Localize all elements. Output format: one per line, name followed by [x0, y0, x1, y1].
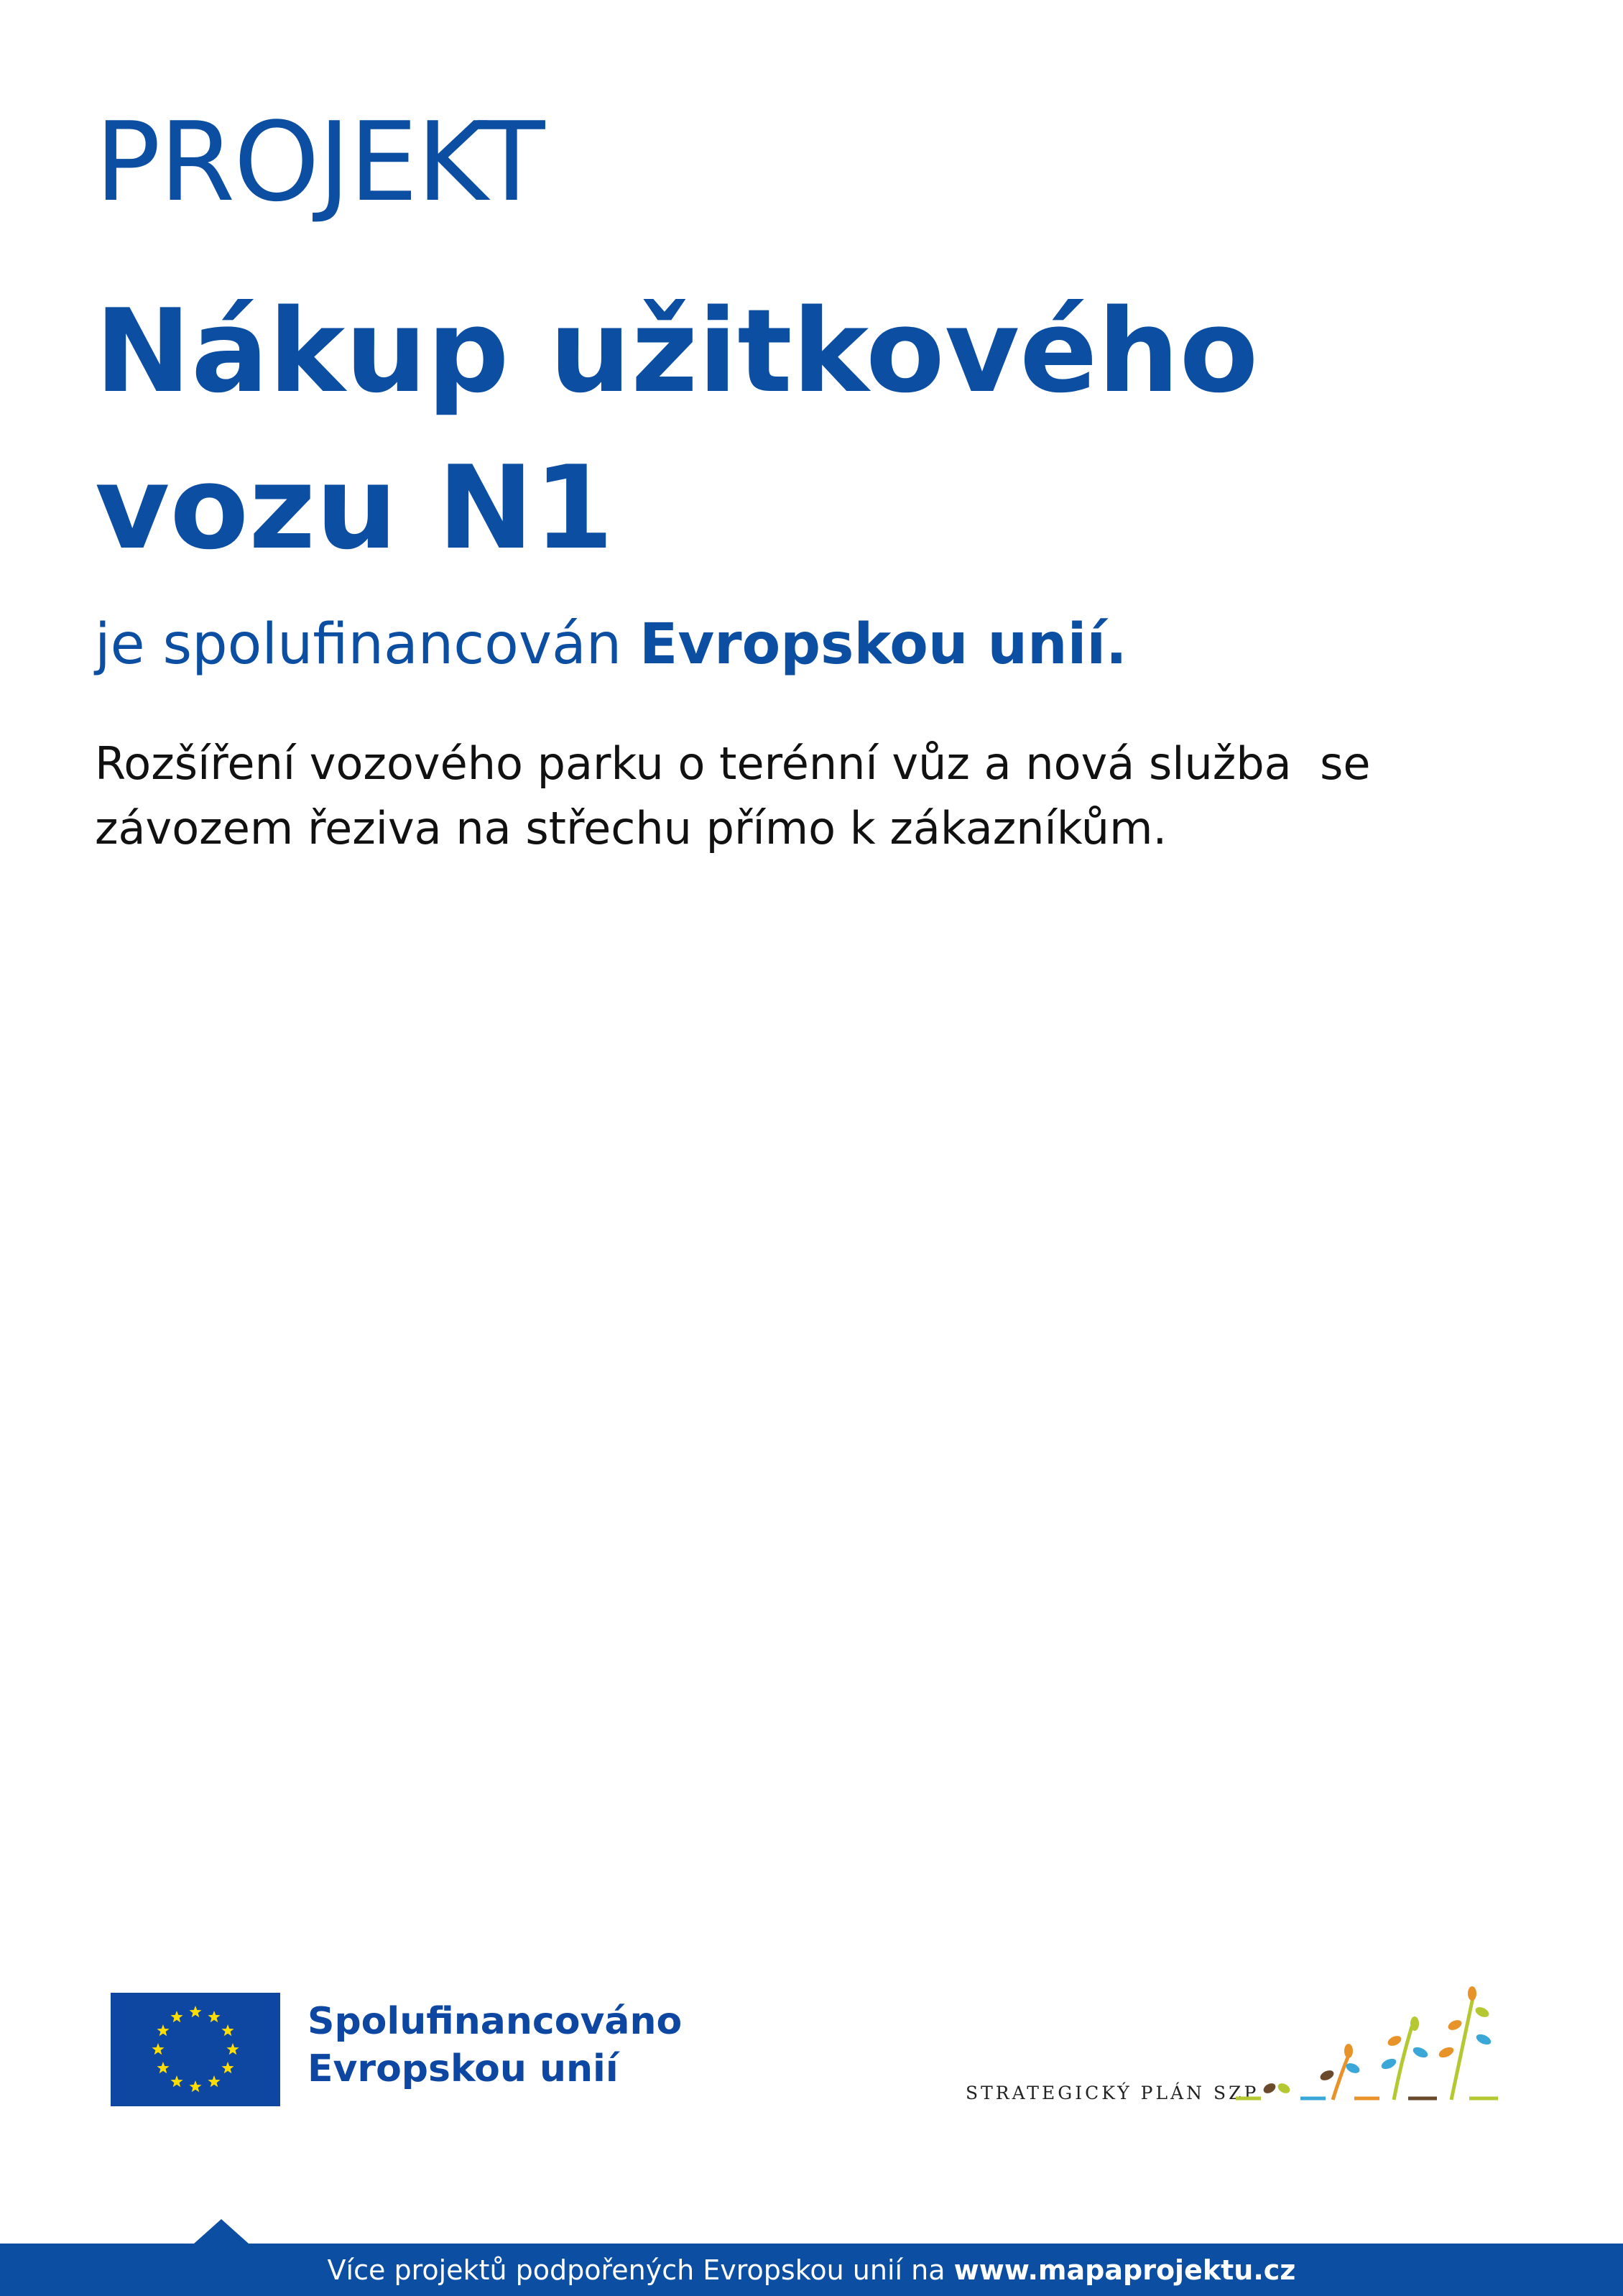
footer-notch [194, 2219, 249, 2244]
eu-star [189, 2006, 201, 2017]
growing-plants-icon [1232, 1983, 1505, 2113]
eu-star [226, 2043, 239, 2055]
szp-logo-text: STRATEGICKÝ PLÁN SZP [966, 2083, 1259, 2103]
eu-star [208, 2075, 220, 2087]
project-title: Nákup užitkového vozu N1 [95, 284, 1259, 575]
eu-star [189, 2080, 201, 2092]
project-description: Rozšíření vozového parku o terénní vůz a nová služba se závozem řeziva na střechu přímo k zákazníkům. [95, 737, 1385, 854]
eu-star [221, 2024, 233, 2036]
cofinance-prefix: je spolufinancován [95, 612, 640, 677]
cofinance-eu: Evropskou unií. [639, 612, 1127, 677]
eu-star [221, 2062, 233, 2073]
eu-star [152, 2043, 164, 2055]
project-label: PROJEKT [95, 98, 544, 226]
cofinance-statement [95, 612, 1127, 677]
eu-flag-graphic [111, 1993, 280, 2106]
eu-star [170, 2075, 182, 2087]
footer-prefix: Více projektů podpořených Evropskou unií na [327, 2254, 954, 2286]
footer-band [0, 2244, 1623, 2296]
eu-cofinance-line2: Evropskou unií [308, 2047, 619, 2090]
eu-star [157, 2024, 169, 2036]
eu-cofinance-text [308, 1998, 682, 2093]
eu-flag-icon [111, 1993, 280, 2106]
footer-text [0, 2254, 1623, 2287]
footer-link[interactable]: www.mapaprojektu.cz [953, 2254, 1296, 2286]
eu-star [157, 2062, 169, 2073]
eu-star [170, 2011, 182, 2022]
eu-cofinance-line1: Spolufinancováno [308, 2000, 683, 2043]
eu-star [208, 2011, 220, 2022]
